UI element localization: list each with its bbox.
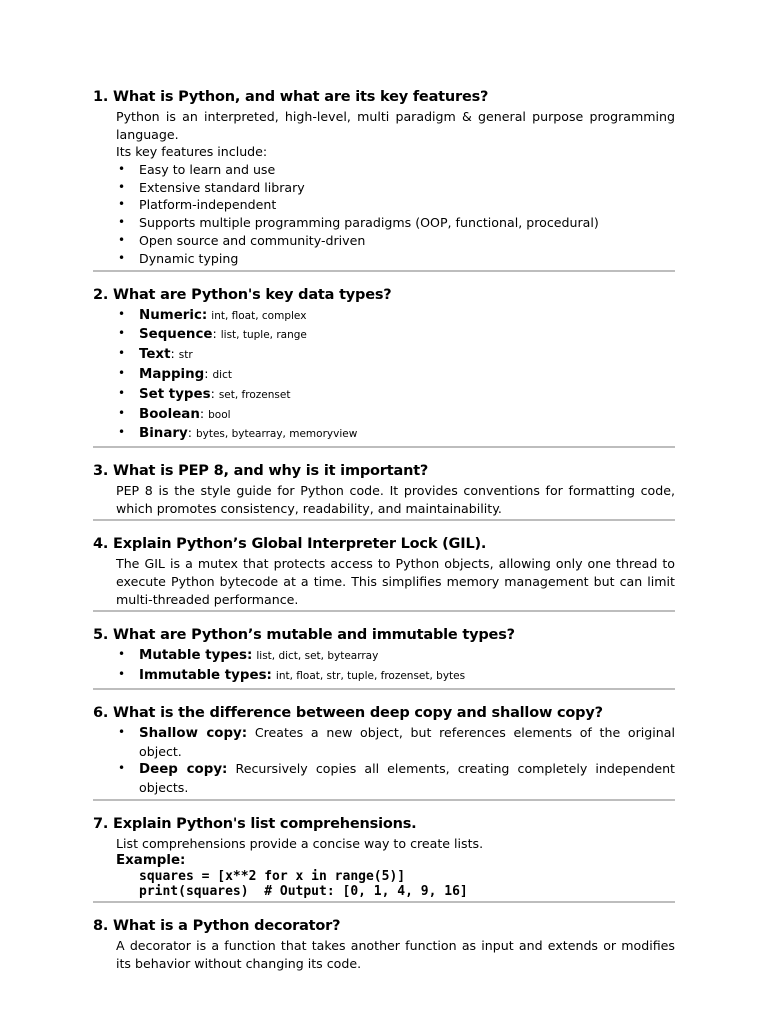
answer-body — [93, 724, 675, 797]
bullet-icon: • — [118, 405, 126, 420]
list-item: • Sequence: list, tuple, range — [118, 326, 307, 343]
term-detail: str — [178, 349, 193, 362]
bullet-icon: • — [118, 647, 126, 662]
term: Boolean — [139, 406, 200, 422]
answer-paragraph: Its key features include: — [116, 144, 268, 160]
term-detail: bytes, bytearray, memoryview — [195, 428, 358, 441]
bullet-icon: • — [118, 666, 126, 681]
code-line: squares = [x**2 for x in range(5)] — [139, 869, 406, 885]
list-item: • Binary: bytes, bytearray, memoryview — [118, 425, 358, 442]
bullet-icon: • — [118, 215, 126, 230]
answer-body — [93, 482, 675, 517]
data-type-list — [116, 306, 675, 445]
bullet-icon: • — [118, 306, 126, 321]
term-detail: int, float, complex — [211, 309, 307, 322]
example-label: Example: — [116, 853, 186, 869]
term: Binary — [139, 426, 188, 442]
bullet-icon: • — [118, 365, 126, 380]
list-item: • Open source and community-driven — [118, 232, 366, 248]
answer-body — [93, 108, 675, 268]
question-5 — [93, 626, 675, 690]
list-item: • Extensive standard library — [118, 179, 305, 195]
term: Sequence — [139, 327, 213, 343]
bullet-icon: • — [118, 179, 126, 194]
term-detail: set, frozenset — [218, 388, 291, 401]
bullet-icon: • — [118, 250, 126, 265]
question-title: 1. What is Python, and what are its key features? — [93, 89, 489, 105]
term: Immutable types: — [139, 667, 272, 683]
question-1 — [93, 88, 675, 272]
question-title: 3. What is PEP 8, and why is it important? — [93, 463, 429, 480]
answer-paragraph: The GIL is a mutex that protects access to Python objects, allowing only one thread to execute Python bytecode at a time. This simplifies memory management but can limit multi-threaded performance. — [116, 556, 675, 607]
answer-body — [93, 937, 675, 972]
answer-paragraph: A decorator is a function that takes another function as input and extends or modifies its behavior without changing its code. — [116, 938, 675, 972]
question-7 — [93, 815, 675, 904]
answer-body — [93, 306, 675, 445]
list-item — [116, 724, 675, 761]
list-item — [116, 646, 675, 666]
term-detail: Creates a new object, but references elements of the original object. — [139, 724, 675, 759]
answer-body — [93, 835, 675, 900]
bullet-icon: • — [118, 161, 126, 176]
question-title: 5. What are Python’s mutable and immutable types? — [93, 627, 515, 644]
question-2 — [93, 286, 675, 449]
list-item — [116, 666, 675, 686]
term: Numeric — [139, 307, 202, 323]
answer-paragraph: List comprehensions provide a concise way to create lists. — [116, 835, 484, 851]
list-item: • Mapping: dict — [118, 365, 232, 382]
list-item: • Text: str — [118, 346, 193, 363]
bullet-icon: • — [118, 761, 126, 776]
answer-body — [93, 646, 675, 686]
term: Deep copy: — [139, 762, 228, 778]
feature-list — [116, 161, 675, 268]
code-line: print(squares) # Output: [0, 1, 4, 9, 16] — [139, 884, 468, 900]
question-title: 6. What is the difference between deep copy and shallow copy? — [93, 704, 603, 721]
question-6 — [93, 704, 675, 801]
list-item: • Boolean: bool — [118, 405, 231, 422]
question-title: 8. What is a Python decorator? — [93, 918, 341, 935]
list-item — [116, 760, 675, 797]
document — [93, 88, 675, 989]
list-item: • Supports multiple programming paradigms (OOP, functional, procedural) — [118, 215, 599, 231]
bullet-icon: • — [118, 197, 126, 212]
answer-paragraph: Python is an interpreted, high-level, multi paradigm & general purpose programming language. — [116, 109, 675, 142]
list-item: • Numeric: int, float, complex — [118, 306, 307, 323]
bullet-icon: • — [118, 425, 126, 440]
term-detail: bool — [208, 408, 231, 421]
question-title: 7. Explain Python's list comprehensions. — [93, 815, 417, 832]
term-detail: list, tuple, range — [220, 329, 307, 342]
term: Text — [139, 347, 171, 363]
copy-list — [116, 724, 675, 797]
bullet-icon: • — [118, 232, 126, 247]
bullet-icon: • — [118, 724, 126, 739]
answer-paragraph: PEP 8 is the style guide for Python code. It provides conventions for formatting code, which promotes consistency, readability, and maintainability. — [116, 483, 675, 516]
list-item: • Set types: set, frozenset — [118, 385, 291, 402]
term-detail: Recursively copies all elements, creating completely independent objects. — [139, 761, 675, 796]
term: Set types — [139, 386, 211, 402]
term: Mutable types: — [139, 648, 253, 664]
bullet-icon: • — [118, 385, 126, 400]
list-item: • Easy to learn and use — [118, 161, 276, 177]
list-item: • Dynamic typing — [118, 250, 239, 266]
question-4 — [93, 535, 675, 612]
bullet-icon: • — [118, 346, 126, 361]
term-detail: list, dict, set, bytearray — [256, 650, 379, 663]
mutability-list — [116, 646, 675, 686]
bullet-icon: • — [118, 326, 126, 341]
answer-body — [93, 555, 675, 608]
list-item: • Platform-independent — [118, 197, 277, 213]
term: Shallow copy: — [139, 725, 248, 741]
question-title: 4. Explain Python’s Global Interpreter Lock (GIL). — [93, 536, 487, 553]
term-detail: dict — [212, 368, 232, 381]
term: Mapping — [139, 366, 205, 382]
question-3 — [93, 462, 675, 521]
question-8 — [93, 917, 675, 974]
question-title: 2. What are Python's key data types? — [93, 286, 392, 303]
term-detail: int, float, str, tuple, frozenset, bytes — [275, 669, 466, 682]
